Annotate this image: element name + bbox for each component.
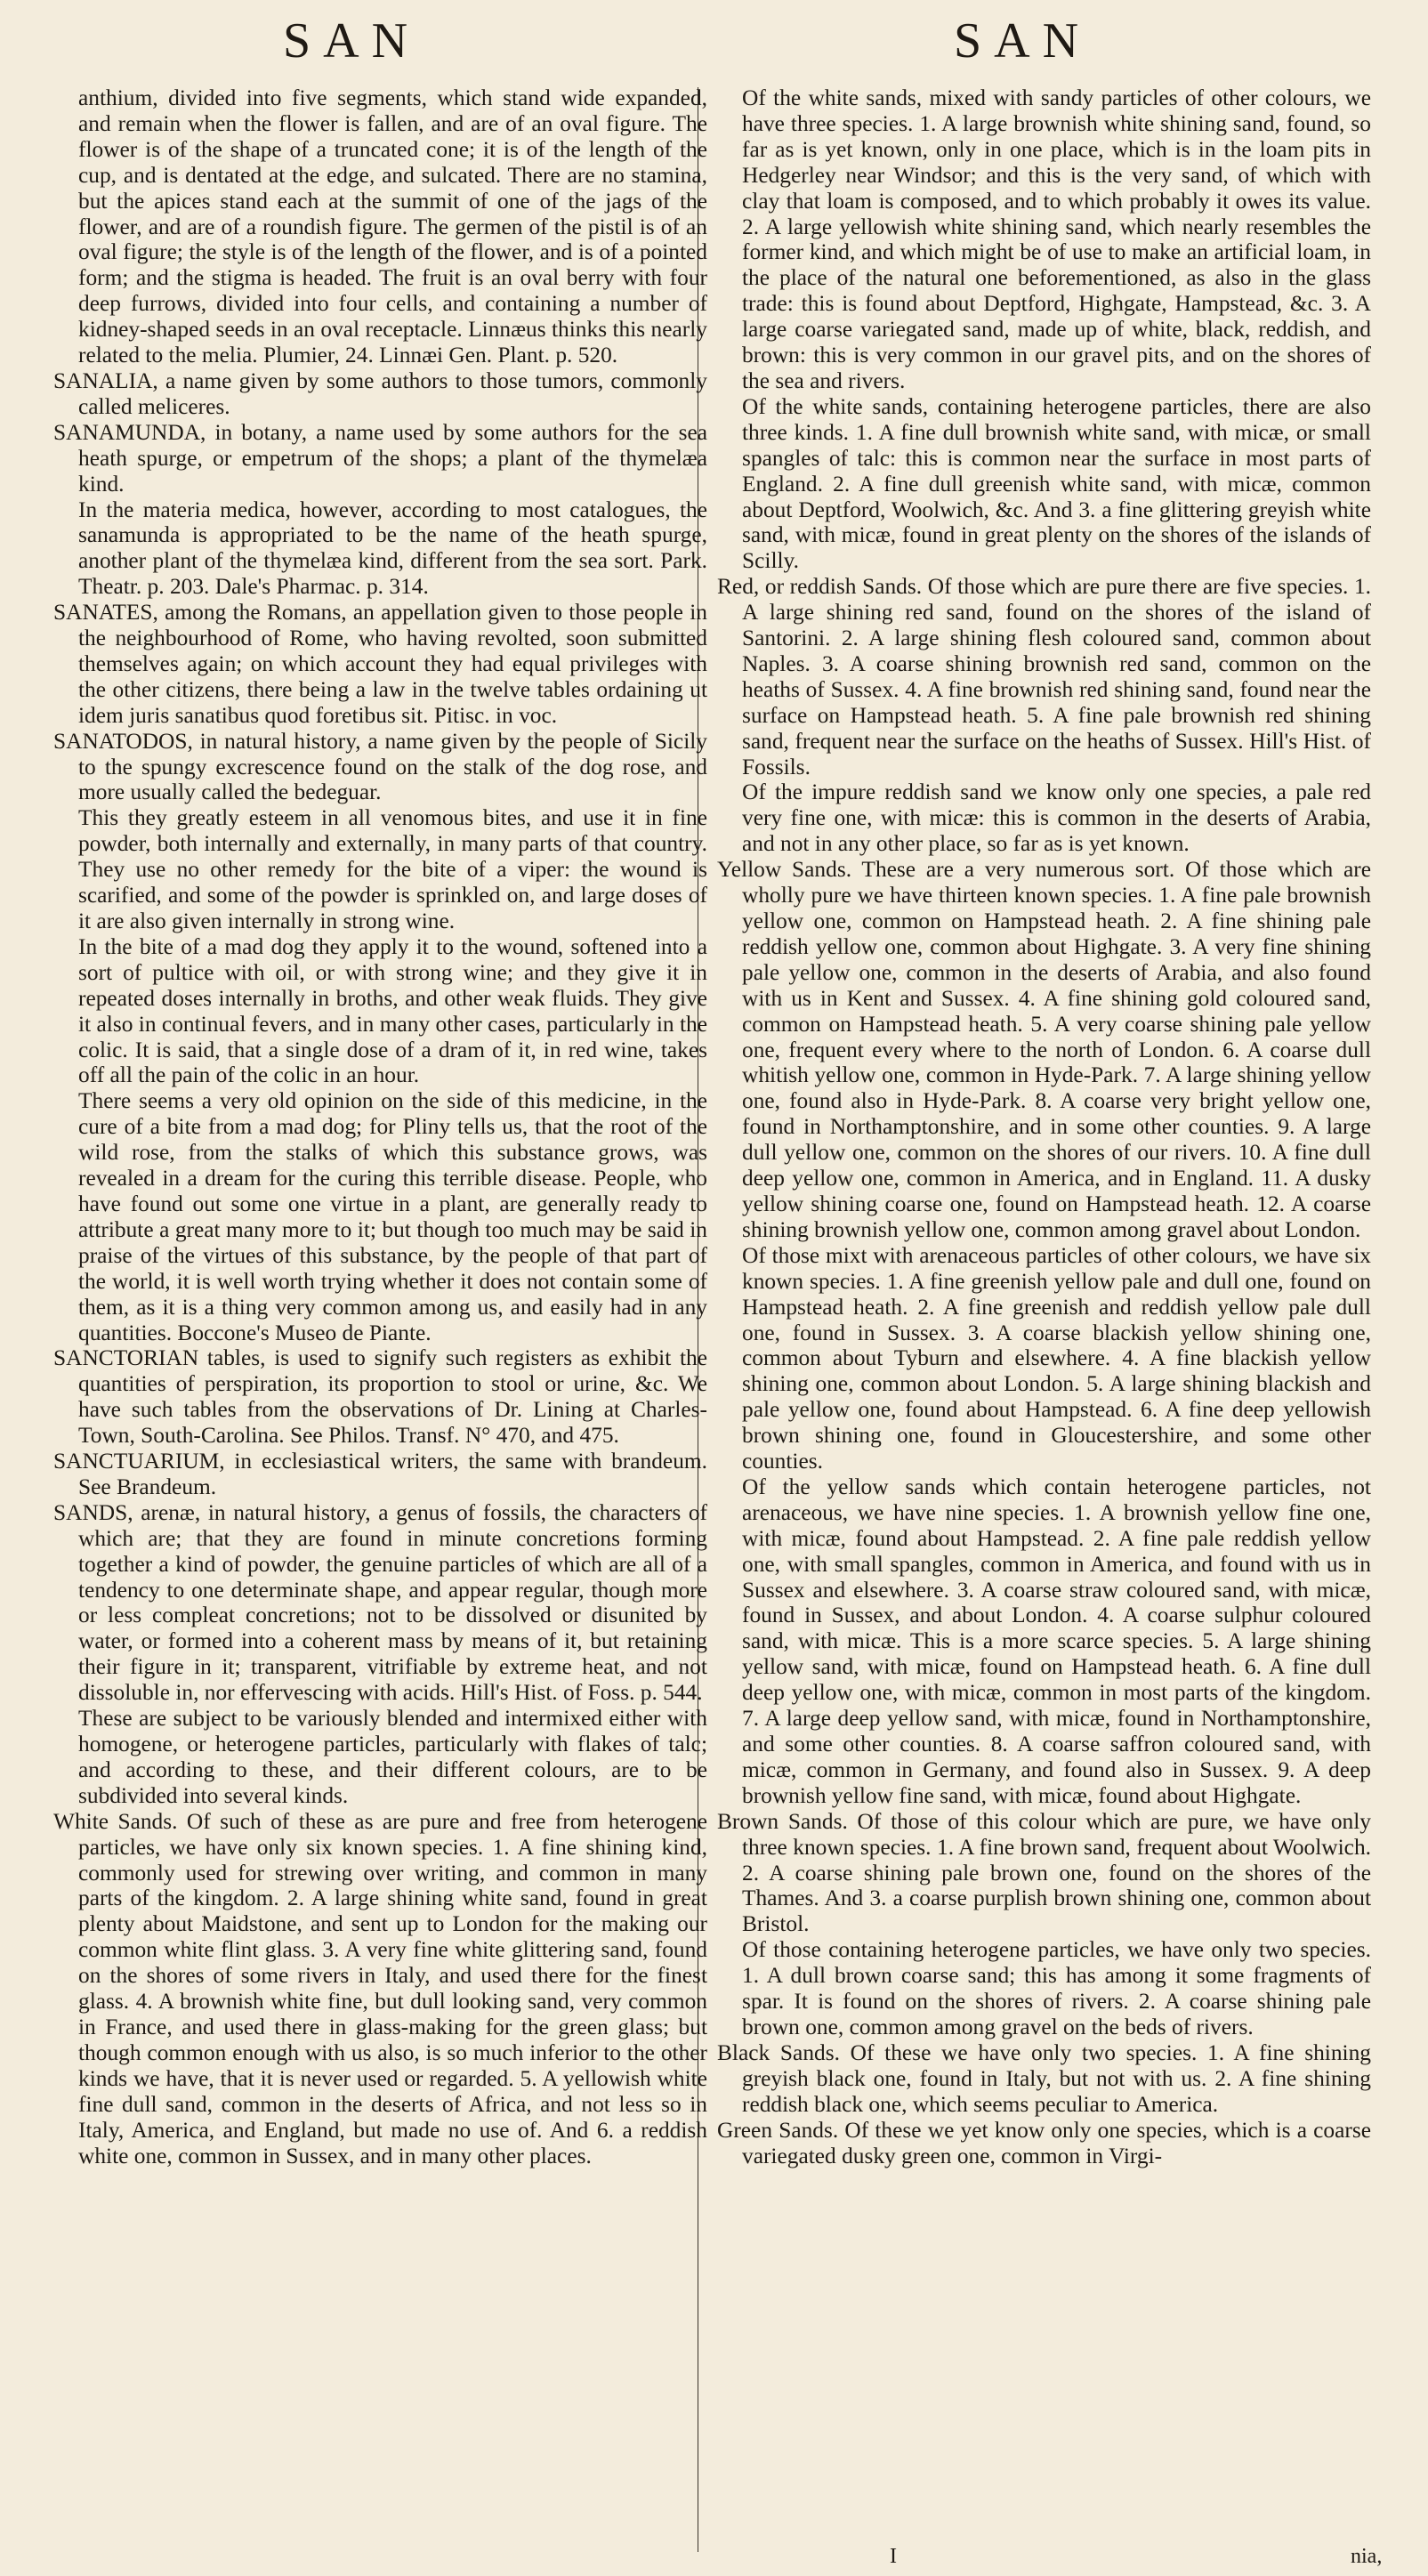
paragraph: Green Sands. Of these we yet know only one species, which is a coarse variegated dusky green one, common in Virgi- [717,2117,1371,2168]
paragraph: Of the white sands, mixed with sandy particles of other colours, we have three species. 1. A large brownish white shining sand, found, so far as is yet known, only in one place, which is in the loam pits in Hedgerley near Windsor; and this is the very sand, of which with clay that loam is composed, and to which probably it owes its value. 2. A large yellowish white shining sand, which nearly resembles the former kind, and which might be of use to make an artificial loam, in the place of the natural one beforementioned, as also in the glass trade: this is found about Deptford, Highgate, Hampstead, &c. 3. A large coarse variegated sand, made up of white, black, reddish, and brown: this is very common in our gravel pits, and on the shores of the sea and rivers. [742,85,1371,393]
dictionary-entry: SANATES, among the Romans, an appellation given to those people in the neighbourhood of Rome, who having revolted, soon submitted themselves again; on which account they had equal privileges with the other citizens, there being a law in the twelve tables ordaining ut idem juris sanatibus quod foretibus sit. Pitisc. in voc. [53,600,707,728]
paragraph: Black Sands. Of these we have only two species. 1. A fine shining greyish black one, found in Italy, but not with us. 2. A fine shining reddish black one, which seems peculiar to America. [717,2039,1371,2117]
paragraph: There seems a very old opinion on the side of this medicine, in the cure of a bite from a mad dog; for Pliny tells us, that the root of the wild rose, from the stalks of which this substance grows, was revealed in a dream for the curing this terrible disease. People, who have found out some one virtue in a plant, are generally ready to attribute a great many more to it; but though too much may be said in praise of the virtues of this substance, by the people of that part of the world, it is well worth trying whether it does not contain some of them, as it is a thing very common among us, and easily had in any quantities. Boccone's Museo de Piante. [78,1088,707,1345]
signature-mark: I [890,2545,897,2568]
dictionary-entry: SANALIA, a name given by some authors to those tumors, commonly called meliceres. [53,367,707,419]
paragraph: Brown Sands. Of those of this colour which are pure, we have only three known species. 1. A fine brown sand, frequent about Woolwich. 2. A coarse shining pale brown one, found on the shores of the Thames. And 3. a coarse purplish brown shining one, common about Bristol. [717,1808,1371,1937]
dictionary-entry: SANCTUARIUM, in ecclesiastical writers, the same with brandeum. See Brandeum. [53,1449,707,1499]
dictionary-entry: SANATODOS, in natural history, a name given by the people of Sicily to the spungy excrescence found on the stalk of the dog rose, and more usually called the bedeguar. [53,728,707,805]
catchword: nia, [1351,2545,1383,2568]
paragraph: Of the impure reddish sand we know only one species, a pale red very fine one, with micæ: this is common in the deserts of Arabia, and not in any other place, so far as is yet known. [742,779,1371,857]
paragraph: In the bite of a mad dog they apply it to the wound, softened into a sort of pultice with oil, or with strong wine; and they give it in repeated doses internally in broths, and other weak fluids. They give it also in continual fevers, and in many other cases, particularly in the colic. It is said, that a single dose of a dram of it, in red wine, takes off all the pain of the colic in an hour. [78,933,707,1088]
paragraph: Red, or reddish Sands. Of those which are pure there are five species. 1. A large shining red sand, found on the shores of the island of Santorini. 2. A large shining flesh coloured sand, common about Naples. 3. A coarse shining brownish red sand, common on the heaths of Sussex. 4. A fine brownish red shining sand, found near the surface on Hampstead heath. 5. A fine pale brownish red shining sand, frequent near the surface on the heaths of Sussex. Hill's Hist. of Fossils. [717,574,1371,779]
paragraph: These are subject to be variously blended and intermixed either with homogene, or heterogene particles, particularly with flakes of talc; and according to these, and their different colours, are to be subdivided into several kinds. [78,1706,707,1808]
paragraph: anthium, divided into five segments, which stand wide expanded, and remain when the flower is fallen, and are of an oval figure. The flower is of the shape of a truncated cone; it is of the length of the cup, and is dentated at the edge, and sulcated. There are no stamina, but the apices stand each at the summit of one of the jags of the flower, and are of a roundish figure. The germen of the pistil is of an oval figure; the style is of the length of the flower, and is of a pointed form; and the stigma is headed. The fruit is an oval berry with four deep furrows, divided into four cells, and containing a number of kidney-shaped seeds in an oval receptacle. Linnæus thinks this nearly related to the melia. Plumier, 24. Linnæi Gen. Plant. p. 520. [78,85,707,368]
paragraph: In the materia medica, however, according to most catalogues, the sanamunda is appropriated to be the name of the heath spurge, another plant of the thymelæa kind, different from the sea sort. Park. Theatr. p. 203. Dale's Pharmac. p. 314. [78,497,707,600]
running-head-right: SAN [954,13,1092,69]
dictionary-entry: SANAMUNDA, in botany, a name used by some authors for the sea heath spurge, or empetrum of the shops; a plant of the thymelæa kind. [53,419,707,497]
paragraph: Yellow Sands. These are a very numerous sort. Of those which are wholly pure we have thirteen known species. 1. A fine pale brownish yellow one, common on Hampstead heath. 2. A fine shining pale reddish yellow one, common about Highgate. 3. A very fine shining pale yellow one, common in the deserts of Arabia, and also found with us in Kent and Sussex. 4. A fine shining gold coloured sand, common on Hampstead heath. 5. A very coarse shining pale yellow one, frequent every where to the north of London. 6. A coarse dull whitish yellow one, common in Hyde-Park. 7. A large shining yellow one, found also in Hyde-Park. 8. A coarse very bright yellow one, found in Northamptonshire, and in some other counties. 9. A large dull yellow one, common on the shores of our rivers. 10. A fine dull deep yellow one, common in America, and in England. 11. A dusky yellow shining coarse one, found on Hampstead heath. 12. A coarse shining brownish yellow one, common among gravel about London. [717,857,1371,1242]
paragraph: This they greatly esteem in all venomous bites, and use it in fine powder, both internally and externally, in many parts of that country. They use no other remedy for the bite of a viper: the wound is scarified, and some of the powder is sprinkled on, and large doses of it are also given internally in strong wine. [78,805,707,933]
paragraph: Of the yellow sands which contain heterogene particles, not arenaceous, we have nine species. 1. A brownish yellow fine one, with micæ, found about Hampstead. 2. A fine pale reddish yellow one, with small spangles, common in America, and found with us in Sussex and elsewhere. 3. A coarse straw coloured sand, with micæ, found in Sussex, and about London. 4. A coarse sulphur coloured sand, with micæ. This is a more scarce species. 5. A large shining yellow sand, with micæ, found on Hampstead heath. 6. A fine dull deep yellow one, with micæ, common in most parts of the kingdom. 7. A large deep yellow sand, with micæ, found in Northamptonshire, and some other counties. 8. A coarse saffron coloured sand, with micæ, common in Germany, and found also in Sussex. 9. A deep brownish yellow fine sand, with micæ, found about Highgate. [742,1474,1371,1808]
right-column [717,85,1371,2168]
paragraph: Of those containing heterogene particles, we have only two species. 1. A dull brown coarse sand; this has among it some fragments of spar. It is found on the shores of rivers. 2. A coarse shining pale brown one, common among gravel on the beds of rivers. [742,1937,1371,2039]
dictionary-entry: White Sands. Of such of these as are pure and free from heterogene particles, we have only six known species. 1. A fine shining kind, commonly used for strewing over writing, and common in many parts of the kingdom. 2. A large shining white sand, found in great plenty about Maidstone, and sent up to London for the making our common white flint glass. 3. A very fine white glittering sand, found on the shores of some rivers in Italy, and used there for the finest glass. 4. A brownish white fine, but dull looking sand, very common in France, and used there in glass-making for the green glass; but though common enough with us also, is so much inferior to the other kinds we have, that it is never used or regarded. 5. A yellowish white fine dull sand, common in the deserts of Africa, and not less so in Italy, America, and England, but made no use of. And 6. a reddish white one, common in Sussex, and in many other places. [53,1808,707,2168]
running-head-left: SAN [283,13,421,69]
paragraph: Of the white sands, containing heterogene particles, there are also three kinds. 1. A fine dull brownish white sand, with micæ, or small spangles of talc: this is common near the surface in most parts of England. 2. A fine dull greenish white sand, with micæ, common about Deptford, Woolwich, &c. And 3. a fine glittering greyish white sand, with micæ, found in great plenty on the shores of the islands of Scilly. [742,393,1371,574]
paragraph: Of those mixt with arenaceous particles of other colours, we have six known species. 1. A fine greenish yellow pale and dull one, found on Hampstead heath. 2. A fine greenish and reddish yellow pale dull one, found in Sussex. 3. A coarse blackish yellow shining one, common about Tyburn and elsewhere. 4. A fine blackish yellow shining one, common about London. 5. A large shining blackish and pale yellow one, found about Hampstead. 6. A fine deep yellowish brown shining one, found in Gloucestershire, and some other counties. [742,1242,1371,1474]
dictionary-entry: SANDS, arenæ, in natural history, a genus of fossils, the characters of which are; that they are found in minute concretions forming together a kind of powder, the genuine particles of which are all of a tendency to one determinate shape, and appear regular, though more or less compleat concretions; not to be dissolved or disunited by water, or formed into a coherent mass by means of it, but retaining their figure in it; transparent, vitrifiable by extreme heat, and not dissoluble in, nor effervescing with acids. Hill's Hist. of Foss. p. 544. [53,1499,707,1706]
dictionary-entry: SANCTORIAN tables, is used to signify such registers as exhibit the quantities of perspiration, its proportion to stool or urine, &c. We have such tables from the observations of Dr. Lining at Charles-Town, South-Carolina. See Philos. Transf. N° 470, and 475. [53,1345,707,1449]
left-column [53,85,707,2168]
